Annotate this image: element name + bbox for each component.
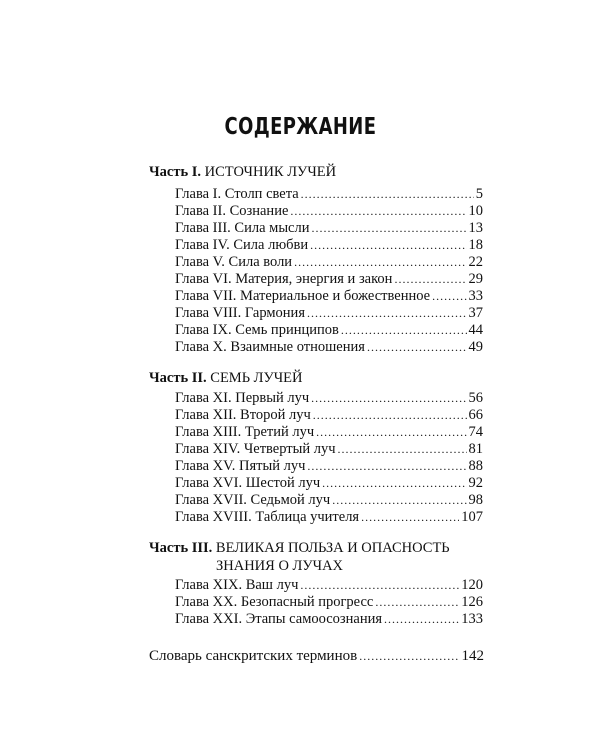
page-number: 13 (468, 220, 483, 236)
page-title: СОДЕРЖАНИЕ (224, 114, 377, 140)
toc-entry (175, 457, 483, 475)
chapter-title: Глава XVI. Шестой луч (175, 475, 321, 491)
toc-entry (175, 440, 483, 458)
dot-leader (367, 338, 467, 356)
toc-entry (175, 593, 483, 611)
part-heading (149, 163, 336, 181)
page-number: 22 (468, 254, 483, 270)
dot-leader (394, 270, 466, 288)
chapter-title: Глава XIV. Четвертый луч (175, 441, 336, 457)
page-number: 81 (468, 441, 483, 457)
page-number: 18 (468, 237, 483, 253)
toc-entry (175, 491, 483, 509)
chapter-title: Глава I. Столп света (175, 186, 299, 202)
dot-leader (359, 647, 459, 665)
chapter-title: Глава XV. Пятый луч (175, 458, 306, 474)
chapter-title: Глава XVII. Седьмой луч (175, 492, 331, 508)
toc-entry (175, 219, 483, 237)
toc-entry (175, 389, 483, 407)
dot-leader (316, 423, 466, 441)
part-heading (149, 539, 450, 575)
dot-leader (312, 219, 467, 237)
chapter-title: Глава III. Сила мысли (175, 220, 310, 236)
part-heading (149, 369, 303, 387)
page-number: 74 (468, 424, 483, 440)
toc-entry (175, 576, 483, 594)
dot-leader (300, 576, 459, 594)
page-number: 5 (475, 186, 483, 202)
toc-entry (175, 338, 483, 356)
page-number: 29 (468, 271, 483, 287)
page-number: 10 (468, 203, 483, 219)
toc-entry (175, 304, 483, 322)
dot-leader (311, 389, 466, 407)
chapter-title: Глава VIII. Гармония (175, 305, 305, 321)
chapter-title: Глава XIX. Ваш луч (175, 577, 299, 593)
page-number: 56 (468, 390, 483, 406)
chapter-title: Глава XVIII. Таблица учителя (175, 509, 360, 525)
dot-leader (294, 253, 466, 271)
dot-leader (290, 202, 466, 220)
part-number: Часть III. (149, 540, 213, 556)
page-number: 120 (461, 577, 483, 593)
chapter-title: Глава XI. Первый луч (175, 390, 310, 406)
chapter-title: Глава X. Взаимные отношения (175, 339, 365, 355)
page-number: 126 (461, 594, 483, 610)
page-number: 49 (468, 339, 483, 355)
dot-leader (307, 304, 467, 322)
dot-leader (310, 236, 466, 254)
toc-entry (175, 202, 483, 220)
chapter-title: Глава XII. Второй луч (175, 407, 311, 423)
page-number: 66 (468, 407, 483, 423)
toc-entry (175, 236, 483, 254)
page-number: 33 (468, 288, 483, 304)
chapter-title: Глава IV. Сила любви (175, 237, 309, 253)
page-number: 92 (468, 475, 483, 491)
page-number: 88 (468, 458, 483, 474)
page-number: 142 (461, 648, 484, 664)
dot-leader (313, 406, 467, 424)
part-title-continuation: ЗНАНИЯ О ЛУЧАХ (216, 558, 344, 574)
chapter-title: Глава V. Сила воли (175, 254, 293, 270)
part-title: ВЕЛИКАЯ ПОЛЬЗА И ОПАСНОСТЬ (215, 540, 450, 556)
toc-entry (175, 253, 483, 271)
chapter-title: Глава VII. Материальное и божественное (175, 288, 431, 304)
dot-leader (432, 287, 466, 305)
part-title: СЕМЬ ЛУЧЕЙ (210, 370, 303, 386)
toc-entry (175, 406, 483, 424)
page-number: 133 (461, 611, 483, 627)
dot-leader (384, 610, 459, 628)
page-number: 107 (461, 509, 483, 525)
dot-leader (332, 491, 466, 509)
dot-leader (375, 593, 459, 611)
dot-leader (322, 474, 466, 492)
page-number: 98 (468, 492, 483, 508)
dot-leader (341, 321, 467, 339)
page-number: 44 (468, 322, 483, 338)
chapter-title: Глава II. Сознание (175, 203, 289, 219)
toc-entry (175, 185, 483, 203)
glossary-entry (149, 647, 484, 665)
toc-entry (175, 423, 483, 441)
glossary-title: Словарь санскритских терминов (149, 648, 358, 664)
chapter-title: Глава XX. Безопасный прогресс (175, 594, 374, 610)
toc-entry (175, 610, 483, 628)
dot-leader (301, 185, 474, 203)
toc-entry (175, 321, 483, 339)
chapter-title: Глава IX. Семь принципов (175, 322, 339, 338)
dot-leader (338, 440, 467, 458)
toc-entry (175, 270, 483, 288)
dot-leader (361, 508, 459, 526)
part-number: Часть II. (149, 370, 207, 386)
chapter-title: Глава VI. Материя, энергия и закон (175, 271, 393, 287)
chapter-title: Глава XXI. Этапы самоосознания (175, 611, 383, 627)
toc-entry (175, 508, 483, 526)
part-title: ИСТОЧНИК ЛУЧЕЙ (204, 164, 337, 180)
page-number: 37 (468, 305, 483, 321)
part-number: Часть I. (149, 164, 202, 180)
toc-entry (175, 287, 483, 305)
chapter-title: Глава XIII. Третий луч (175, 424, 315, 440)
toc-entry (175, 474, 483, 492)
dot-leader (307, 457, 466, 475)
